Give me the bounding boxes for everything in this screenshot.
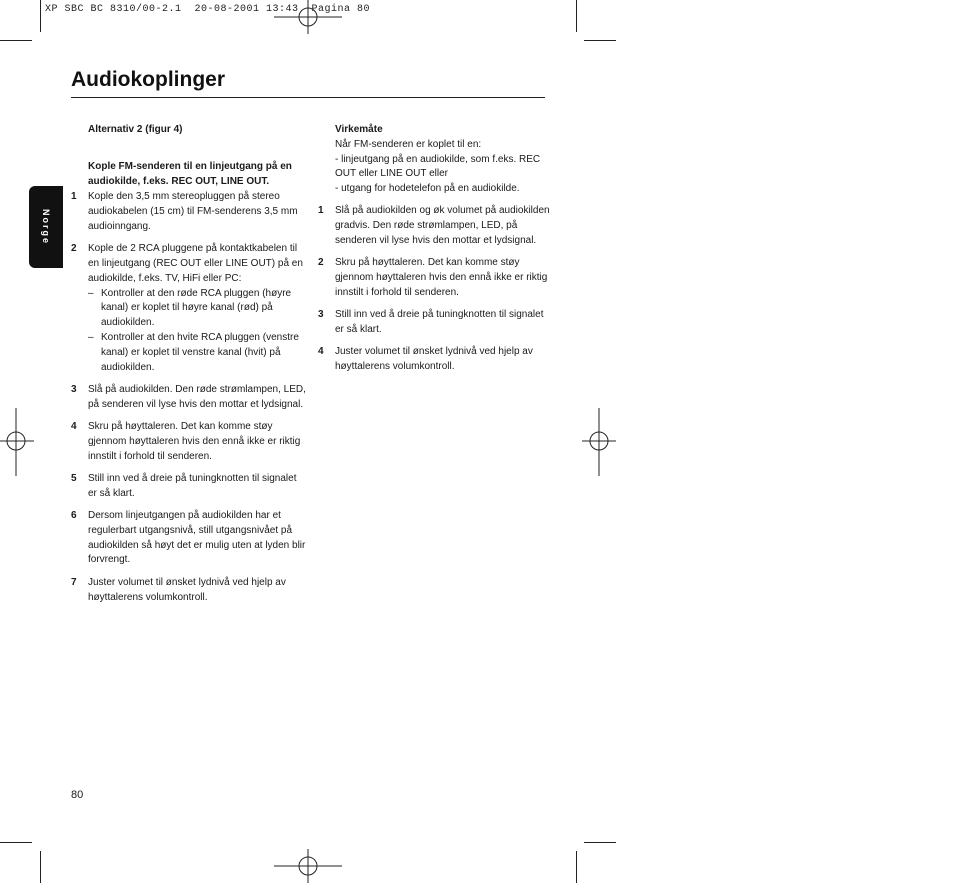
page-title: Audiokoplinger: [71, 68, 225, 91]
crop-mark-top-right-horizontal: [584, 40, 616, 41]
step-item: [71, 420, 306, 464]
connect-heading: Kople FM-senderen til en linjeutgang på en audiokilde, f.eks. REC OUT, LINE OUT.: [88, 160, 292, 187]
step-item: [71, 383, 306, 413]
step-number: 4: [71, 421, 77, 433]
step-number: 3: [71, 383, 77, 395]
right-column: [318, 123, 553, 382]
step-item: [318, 345, 553, 375]
crop-mark-bottom-right-horizontal: [584, 842, 616, 843]
step-text: Still inn ved å dreie på tuningknotten til signalet er så klart.: [335, 309, 544, 336]
operation-intro: Når FM-senderen er koplet til en:: [335, 138, 482, 150]
left-column: [71, 123, 306, 613]
crop-mark-bottom-left-horizontal: [0, 842, 32, 843]
step-item: [71, 242, 306, 375]
step-body: [88, 242, 306, 375]
crop-mark-bottom-right-vertical: [576, 851, 577, 883]
step-number: 1: [71, 191, 77, 203]
operation-bullet: - utgang for hodetelefon på en audiokilde.: [335, 183, 520, 195]
dash-mark: –: [88, 287, 94, 299]
sub-item-text: Kontroller at den røde RCA pluggen (høyre kanal) er koplet til høyre kanal (rød) på audiokilden.: [101, 287, 292, 329]
step-text: Skru på høyttaleren. Det kan komme støy gjennom høyttaleren hvis den ennå ikke er riktig innstilt i forhold til senderen.: [88, 421, 301, 462]
step-number: 7: [71, 576, 77, 588]
step-text: Slå på audiokilden. Den røde strømlampen, LED, på senderen vil lyse hvis den mottar et lydsignal.: [88, 383, 306, 410]
dash-mark: –: [88, 332, 94, 344]
step-item: [71, 190, 306, 234]
step-text: Skru på høyttaleren. Det kan komme støy gjennom høyttaleren hvis den ennå ikke er riktig innstilt i forhold til senderen.: [335, 257, 548, 298]
title-rule: [71, 97, 545, 98]
step-number: 1: [318, 205, 324, 217]
step-number: 2: [318, 257, 324, 269]
registration-mark-top-icon: [274, 0, 342, 34]
sub-item: [88, 331, 306, 375]
step-number: 6: [71, 510, 77, 522]
step-number: 3: [318, 309, 324, 321]
step-text: Dersom linjeutgangen på audiokilden har et regulerbart utgangsnivå, still utgangsnivået på audiokilden så høyt det er mulig uten at lyden blir forvrengt.: [88, 510, 306, 566]
step-item: [71, 472, 306, 502]
registration-mark-left-icon: [0, 408, 34, 476]
step-text: Slå på audiokilden og øk volumet på audiokilden gradvis. Den røde strømlampen, LED, på senderen vil lyse hvis den mottar et lydsignal.: [335, 205, 550, 247]
step-text: Juster volumet til ønsket lydnivå ved hjelp av høyttalerens volumkontroll.: [335, 346, 533, 373]
step-item: [71, 576, 306, 606]
crop-mark-top-left-horizontal: [0, 40, 32, 41]
step-item: [318, 308, 553, 338]
print-header: XP SBC BC 8310/00-2.1 20-08-2001 13:43 Pagina 80: [45, 4, 371, 15]
sub-item: [88, 287, 306, 331]
step-text: Still inn ved å dreie på tuningknotten til signalet er så klart.: [88, 472, 297, 499]
registration-mark-bottom-icon: [274, 849, 342, 883]
crop-mark-top-left-vertical: [40, 0, 41, 32]
page-number: 80: [71, 789, 84, 801]
language-tab-label: Norge: [41, 208, 51, 246]
step-text: Juster volumet til ønsket lydnivå ved hjelp av høyttalerens volumkontroll.: [88, 576, 286, 603]
step-item: [71, 509, 306, 568]
step-item: [318, 204, 553, 248]
step-number: 4: [318, 346, 324, 358]
operation-heading: Virkemåte: [335, 124, 383, 135]
step-text: Kople den 3,5 mm stereopluggen på stereo audiokabelen (15 cm) til FM-senderens 3,5 mm audioinngang.: [88, 191, 298, 232]
operation-bullet: - linjeutgang på en audiokilde, som f.eks. REC OUT eller LINE OUT eller: [335, 153, 541, 180]
step-number: 2: [71, 243, 77, 255]
step-number: 5: [71, 472, 77, 484]
step-text: Kople de 2 RCA pluggene på kontaktkabelen til en linjeutgang (REC OUT eller LINE OUT) på en audiokilde, f.eks. TV, HiFi eller PC:: [88, 243, 303, 284]
sub-item-text: Kontroller at den hvite RCA pluggen (venstre kanal) er koplet til venstre kanal (hvit) på audiokilden.: [101, 332, 299, 373]
alternative-heading: Alternativ 2 (figur 4): [88, 124, 183, 135]
registration-mark-right-icon: [582, 408, 616, 476]
step-item: [318, 256, 553, 300]
crop-mark-bottom-left-vertical: [40, 851, 41, 883]
crop-mark-top-right-vertical: [576, 0, 577, 32]
